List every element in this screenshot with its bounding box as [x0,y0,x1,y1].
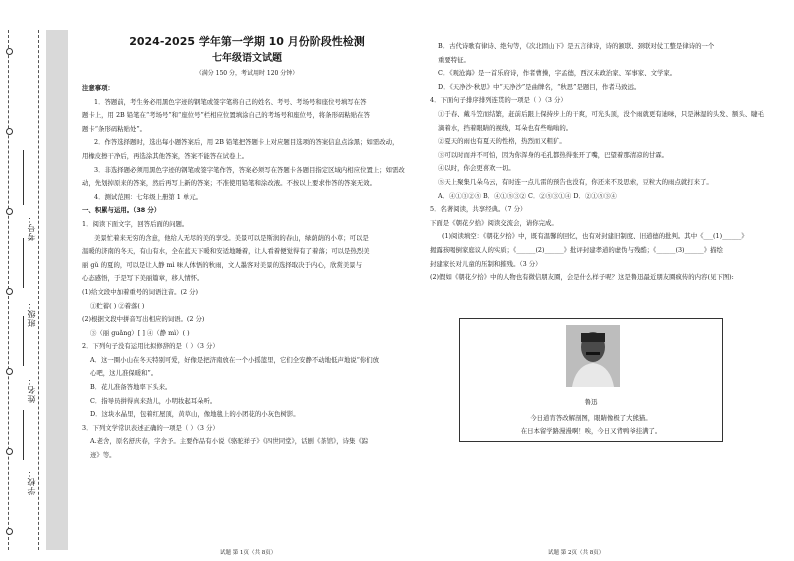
option-a: A．这一圈小山在冬天特别可爱，好像是把济南放在一个小摇篮里，它们全安静不动地低声地说“你们放 [90,355,380,364]
passage-line: 心态感悟，于是写下美丽篇章，移人情怀。 [82,274,204,283]
page-footer: 试题 第 2页（共 8页） [548,550,605,556]
sentence-1: ①于春、戴斗笠而结繁，赶前后跟上保持步上的干爽，可光头顶，没个雨就更有迪味，只是淋湿的头发、额头、睫毛 [438,109,764,118]
wechat-moment-card [459,318,723,442]
exam-note: （满分 150 分，考试用时 120 分钟） [195,70,299,77]
punch-hole [6,368,13,375]
fill-line [23,410,24,460]
passage-line: 美景忙着来无穷的含意，他给人无尽的美的享受。美景可以是斯润的春山，绿荫荫的小草；可以是 [94,233,369,242]
label-examno: 考号： [27,214,36,241]
punch-hole [6,48,13,55]
notice-line: 1．答题前，考生务必用黑色字迹的钢笔或签字笔将自己的姓名、考号、考场号和座位号填写在答 [94,97,367,106]
card-author: 鲁迅 [584,398,598,406]
notice-line: 题卡“条形码粘贴处”。 [82,124,147,133]
label-school: 学校： [27,468,36,495]
notice-line: 题卡上，用 2B 铅笔在“考场号”和“座位号”栏相应位置填涂自己的考场号和座位号，将条形码粘贴在答 [82,111,370,120]
option-c: C．指导员拼得真来劲儿，小明妆起耳朵听。 [90,396,217,405]
option-d: D．这块水晶里，包着红屋顶，黄草山，像地毯上的小团花的小灰色树影。 [90,410,300,419]
option-a-cont: 迹》等。 [90,451,116,460]
punch-hole [6,208,13,215]
cut-line-inner [38,30,39,550]
question-5-1: (1)阅读填空：《朝花夕拾》中，既有温馨的回忆，也有对封建旧制度、旧道德的批判。其中《___(1)______》 [442,232,748,241]
fill-line [23,316,24,366]
question-3: 3．下列文学常识表述正确的一项是（ ）（3 分） [82,423,219,432]
option-b-cont: 重要特征。 [438,55,470,64]
sentence-3: ③可以时而并不可怕，因为你浑身的毛孔都热得张开了嘴，巴望着那清凉的甘霖。 [438,150,669,159]
notice-heading: 注意事项： [82,84,114,92]
page-1 [82,34,412,463]
page-footer: 试题 第 1页（共 8页） [220,550,277,556]
binding-margin [0,0,72,561]
option-b: B．花儿准备答地率下头来。 [90,383,172,392]
card-line-2: 在日本留学路漫漫啊！唉，今日又背鸭爷挂满了。 [520,427,662,435]
question-1: 1．阅读下面文字，回答后面的问题。 [82,219,189,228]
answer-blanks: ③（丽 guǎng）[ ] ④（静 mì）( ) [90,328,190,337]
question-1-1: (1)给文段中加着重号的词语注音。(2 分) [82,287,198,296]
option-a: A.老舍，原名舒庆春，字舍予。主要作品有小说《骆驼祥子》《四世同堂》，话剧《茶馆》，诗集《踪 [90,437,369,446]
exam-title: 2024-2025 学年第一学期 10 月份阶段性检测 [129,35,365,48]
sentence-5: ⑤天上聚集几朵乌云，有时连一点儿雷的预告也没有，你还来不及思索，豆粒大的雨点就打来了。 [438,177,713,186]
question-5-1-cont: 封建家长对儿童的压制和摧残。（3 分） [430,259,542,268]
notice-line: 4．测试范围：七年级上册第 1 单元。 [94,192,203,201]
punch-hole [6,288,13,295]
question-2: 2．下列句子没有运用比拟修辞的是（ ）（3 分） [82,342,219,351]
notice-line: 动，先划掉原来的答案，然后再写上新的答案；不准使用铅笔和涂改液。不按以上要求作答的答案无效。 [82,179,376,188]
question-5-intro: 下面是《朝花夕拾》阅读交流会，请你完成。 [430,218,558,227]
punch-hole [6,528,13,535]
binding-strip [46,30,68,550]
notice-line: 用橡皮擦干净后，再选涂其他答案，答案不能答在试卷上。 [82,151,249,160]
question-5-1-cont: 揭露孩喝倒家庭议人的实质；《______(2)______》批评封建孝道的虚伪与残酷；《______(3)______》描绘 [430,245,723,254]
option-c: C．《观沧海》是一首乐府诗，作者曹操，字孟德，西汉末政治家、军事家、文学家。 [438,69,677,78]
passage-line: 温暖的济南的冬天，有山有水，全在蓝天下暖和安适地睡着，让人看着便觉得有了着落；可以是热烈美 [82,247,370,256]
notice-line: 3．非选择题必须用黑色字迹的钢笔或签字笔作答，答案必须写在答题卡各题目指定区域内相应位置上；如需改 [94,165,405,174]
section-heading: 一、积累与运用。（38 分） [82,206,161,215]
sentence-2: ②夏天的雨也有夏天的性格，热烈而又粗犷。 [438,137,566,146]
notice-line: 2．作答选择题时，选出每小题答案后，用 2B 铅笔把答题卡上对应题目选项的答案信息点涂黑；如需改动， [94,138,399,147]
option-d: D．《天净沙·秋思》中“天净沙”是曲牌名，“秋思”是题目，作者马致远。 [438,82,641,91]
question-4: 4．下面句子排序排列连贯的一项是（ ）（3 分） [430,96,567,105]
answer-blanks: ①贮蓄( ) ②着落( ) [90,301,145,310]
punch-hole [6,128,13,135]
sentence-1-cont: 滴着水，挡着眼睛的视线，耳朵也有些嗡嗡的。 [438,123,573,132]
question-1-2: (2)根据文段中拼音写出相应的词语。(2 分) [82,315,205,324]
question-5: 5．名著阅读，共享经典。（7 分） [430,205,527,214]
option-b: B．古代诗歌有律诗、绝句等，《次北固山下》是五言律诗，诗的颔联、颈联对仗工整是律诗的一个 [438,42,715,50]
exam-subtitle: 七年级语文试题 [212,53,282,64]
card-line-1: 今日道宵答改解剖图，眼睛像极了大熊猫。 [530,414,652,422]
question-4-options: A．④①③②⑤ B．④①⑤③② C．②⑤③①④ D．②①⑤③④ [438,191,617,200]
passage-line: 丽 gǔ 的夏的，可以是让人静 mì 味人体悟的秋雨，文人墨客对美景的选择取决于内心，欣赏美景与 [82,260,363,269]
portrait-icon [566,325,620,387]
question-5-2: (2)假如《朝花夕拾》中的人物也有微信朋友圈，会是什么样子呢？这是鲁迅最近朋友圈疯传的内容(见下图): [430,273,734,282]
fill-line [23,150,24,205]
fill-line [23,238,24,288]
sentence-4: ④以时，你会更喜欢一切。 [438,164,515,173]
page-2 [430,40,780,285]
option-a-cont: 心吧，这儿准保暖和”。 [90,369,158,378]
portrait-photo [566,325,620,387]
punch-hole [6,448,13,455]
label-name: 姓名： [27,376,36,403]
label-class: 班级： [27,300,36,327]
